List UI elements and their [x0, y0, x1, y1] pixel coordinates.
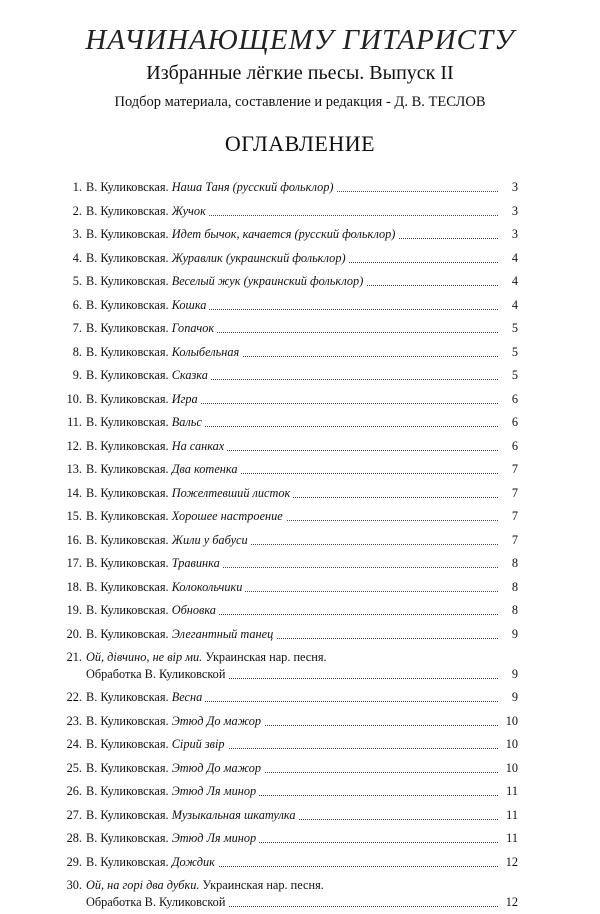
entry-title: Сказка — [171, 368, 208, 382]
toc-entry — [0, 270, 600, 294]
toc-entry — [0, 529, 600, 553]
entry-line — [86, 627, 518, 642]
entry-number: 11. — [67, 415, 82, 429]
entry-number: 3. — [72, 227, 82, 241]
entry-page-number: 3 — [498, 227, 518, 242]
entry-text — [86, 627, 276, 641]
entry-text — [86, 556, 223, 570]
entry-number: 1. — [72, 180, 82, 194]
entry-title: Гопачок — [171, 321, 215, 335]
entry-number: 20. — [66, 626, 82, 641]
entry-page-number: 9 — [498, 690, 518, 705]
entry-title: Сірий звір — [171, 737, 225, 751]
entry-title: Этюд Ля минор — [171, 784, 257, 798]
entry-author: В. Куликовская. — [86, 737, 172, 751]
entry-title: Обновка — [171, 603, 216, 617]
entry-page-number: 10 — [498, 737, 518, 752]
entry-title: Музыкальная шкатулка — [171, 807, 296, 822]
entry-number: 24. — [66, 737, 82, 751]
entry-line — [86, 274, 518, 289]
entry-number: 23. — [66, 713, 82, 728]
entry-text — [86, 737, 228, 751]
entry-text — [86, 227, 398, 241]
entry-page-number: 10 — [498, 761, 518, 776]
entry-text — [86, 415, 205, 429]
entry-author: В. Куликовская. — [86, 626, 172, 641]
entry-number: 6. — [72, 297, 82, 312]
entry-author: В. Куликовская. — [86, 203, 172, 218]
entry-text — [86, 855, 218, 869]
toc-entry — [0, 646, 600, 686]
entry-line — [86, 415, 518, 430]
entry-text — [86, 274, 366, 288]
entry-number: 14. — [66, 485, 82, 500]
entry-text — [86, 650, 330, 664]
entry-author: В. Куликовская. — [86, 391, 172, 406]
toc-entry — [0, 874, 600, 914]
entry-line — [86, 556, 518, 571]
toc-entry — [0, 388, 600, 412]
entry-page-number: 11 — [498, 784, 518, 799]
book-title: НАЧИНАЮЩЕМУ ГИТАРИСТУ — [85, 24, 515, 56]
entry-author: В. Куликовская. — [86, 690, 172, 704]
entry-title: На санках — [171, 438, 225, 453]
entry-page-number: 7 — [498, 462, 518, 477]
entry-text — [86, 486, 293, 500]
entry-title: Идет бычок, качается (русский фольклор) — [171, 227, 396, 241]
toc-entry — [0, 576, 600, 600]
entry-number: 7. — [72, 321, 82, 335]
entry-number: 17. — [66, 556, 82, 570]
entry-line — [86, 509, 518, 524]
entry-number: 29. — [66, 854, 82, 869]
entry-line — [86, 878, 518, 893]
toc-entry — [0, 317, 600, 341]
entry-arrangement: Обработка В. Куликовской — [86, 895, 228, 909]
toc-entry — [0, 804, 600, 828]
entry-line — [86, 690, 518, 705]
entry-author: В. Куликовская. — [86, 485, 172, 500]
entry-text — [86, 392, 201, 406]
toc-entry — [0, 505, 600, 529]
entry-number: 27. — [66, 807, 82, 822]
entry-line — [86, 808, 518, 823]
entry-number: 21. — [66, 650, 82, 664]
entry-title: Хорошее настроение — [171, 509, 283, 523]
entry-page-number: 7 — [498, 486, 518, 501]
entry-line — [86, 180, 518, 195]
entry-author: В. Куликовская. — [86, 462, 172, 476]
entry-line — [86, 761, 518, 776]
entry-text — [86, 580, 245, 594]
entry-title: Этюд До мажор — [171, 713, 262, 728]
toc-entry — [0, 552, 600, 576]
entry-text — [86, 714, 264, 728]
entry-number: 19. — [66, 603, 82, 617]
toc-entry — [0, 176, 600, 200]
book-subtitle: Избранные лёгкие пьесы. Выпуск II — [146, 62, 454, 84]
entry-title: Наша Таня (русский фольклор) — [171, 180, 334, 194]
entry-text — [86, 831, 259, 845]
entry-text — [86, 533, 251, 547]
entry-number: 8. — [72, 344, 82, 359]
entry-line — [86, 298, 518, 313]
entry-line-2 — [86, 667, 518, 682]
entry-title: Колокольчики — [171, 579, 243, 594]
entry-number: 18. — [66, 579, 82, 594]
entry-text — [86, 204, 209, 218]
entry-page-number: 8 — [498, 603, 518, 618]
entry-title: Вальс — [171, 415, 202, 429]
entry-text — [86, 298, 209, 312]
toc-heading: ОГЛАВЛЕНИЕ — [224, 131, 376, 156]
entry-line — [86, 321, 518, 336]
toc-entry — [0, 757, 600, 781]
entry-author: В. Куликовская. — [86, 438, 172, 453]
entry-number: 26. — [66, 784, 82, 798]
entry-author: В. Куликовская. — [86, 807, 172, 822]
entry-line — [86, 227, 518, 242]
toc-entry — [0, 411, 600, 435]
entry-line — [86, 251, 518, 266]
entry-number: 12. — [66, 438, 82, 453]
entry-page-number: 9 — [498, 667, 518, 682]
toc-entry — [0, 458, 600, 482]
entry-author: В. Куликовская. — [86, 760, 172, 775]
credits-line: Подбор материала, составление и редакция - Д. В. ТЕСЛОВ — [114, 94, 486, 110]
entry-text — [86, 251, 349, 265]
entry-author: В. Куликовская. — [86, 579, 172, 594]
entry-page-number: 6 — [498, 392, 518, 407]
toc-entry — [0, 247, 600, 271]
entry-number: 16. — [66, 532, 82, 547]
entry-author: В. Куликовская. — [86, 784, 172, 798]
entry-line — [86, 204, 518, 219]
entry-page-number: 12 — [498, 855, 518, 870]
entry-subtitle: Украинская нар. песня. — [202, 878, 324, 892]
entry-page-number: 12 — [498, 895, 518, 910]
toc-entry — [0, 827, 600, 851]
entry-text — [86, 345, 242, 359]
entry-text — [86, 878, 327, 892]
entry-line — [86, 439, 518, 454]
entry-number: 15. — [66, 509, 82, 523]
toc-entry — [0, 686, 600, 710]
entry-title: Травинка — [171, 556, 220, 570]
entry-author: В. Куликовская. — [86, 603, 172, 617]
entry-author: В. Куликовская. — [86, 297, 172, 312]
entry-number: 5. — [72, 274, 82, 288]
entry-author: В. Куликовская. — [86, 344, 172, 359]
entry-page-number: 5 — [498, 321, 518, 336]
entry-title: Два котенка — [171, 462, 238, 476]
entry-page-number: 4 — [498, 298, 518, 313]
entry-text — [86, 462, 240, 476]
entry-arrangement: Обработка В. Куликовской — [86, 667, 228, 681]
entry-number: 9. — [72, 368, 82, 382]
toc-entry — [0, 482, 600, 506]
toc-entry — [0, 780, 600, 804]
toc-entry — [0, 851, 600, 875]
entry-line — [86, 462, 518, 477]
entry-page-number: 11 — [498, 808, 518, 823]
entry-line — [86, 855, 518, 870]
entry-line — [86, 345, 518, 360]
entry-title: Этюд До мажор — [171, 760, 262, 775]
toc-entry — [0, 623, 600, 647]
entry-text — [86, 784, 259, 798]
entry-page-number: 8 — [498, 556, 518, 571]
entry-page-number: 11 — [498, 831, 518, 846]
entry-line-2 — [86, 895, 518, 910]
entry-text — [86, 321, 217, 335]
toc-entry — [0, 435, 600, 459]
entry-number: 13. — [66, 462, 82, 476]
entry-page-number: 7 — [498, 533, 518, 548]
entry-title: Колыбельная — [171, 344, 240, 359]
entry-author: В. Куликовская. — [86, 368, 172, 382]
entry-title: Этюд Ля минор — [171, 831, 257, 845]
entry-line — [86, 533, 518, 548]
entry-author: В. Куликовская. — [86, 854, 172, 869]
entry-author: В. Куликовская. — [86, 250, 172, 265]
entry-number: 25. — [66, 760, 82, 775]
entry-text — [86, 761, 264, 775]
entry-line — [86, 714, 518, 729]
entry-line — [86, 368, 518, 383]
toc-entry — [0, 200, 600, 224]
entry-text — [86, 180, 337, 194]
entry-author: В. Куликовская. — [86, 321, 172, 335]
entry-line — [86, 580, 518, 595]
toc-entry — [0, 294, 600, 318]
entry-title: Игра — [171, 391, 198, 406]
entry-title: Ой, дівчино, не вір ми. — [86, 650, 206, 664]
entry-title: Веселый жук (украинский фольклор) — [171, 274, 364, 288]
entry-number: 28. — [66, 831, 82, 845]
entry-title: Дождик — [171, 854, 215, 869]
entry-line — [86, 650, 518, 665]
entry-title: Жучок — [171, 203, 206, 218]
entry-page-number: 3 — [498, 180, 518, 195]
entry-author: В. Куликовская. — [86, 227, 172, 241]
entry-author: В. Куликовская. — [86, 556, 172, 570]
entry-page-number: 7 — [498, 509, 518, 524]
entry-title: Элегантный танец — [171, 626, 274, 641]
entry-title: Кошка — [171, 297, 207, 312]
entry-page-number: 3 — [498, 204, 518, 219]
toc-entry — [0, 364, 600, 388]
entry-line — [86, 737, 518, 752]
entry-line — [86, 392, 518, 407]
entry-page-number: 8 — [498, 580, 518, 595]
entry-author: В. Куликовская. — [86, 713, 172, 728]
entry-page-number: 4 — [498, 274, 518, 289]
entry-text — [86, 808, 299, 822]
entry-line — [86, 486, 518, 501]
entry-author: В. Куликовская. — [86, 831, 172, 845]
entry-title: Журавлик (украинский фольклор) — [171, 250, 346, 265]
entry-line — [86, 831, 518, 846]
entry-number: 2. — [72, 203, 82, 218]
entry-page-number: 9 — [498, 627, 518, 642]
entry-text — [86, 603, 219, 617]
entry-subtitle: Украинская нар. песня. — [205, 650, 327, 664]
toc-entry — [0, 733, 600, 757]
entry-author: В. Куликовская. — [86, 509, 172, 523]
entry-title: Весна — [171, 690, 203, 704]
entry-author: В. Куликовская. — [86, 532, 172, 547]
toc-entry — [0, 599, 600, 623]
entry-line — [86, 603, 518, 618]
entry-page-number: 5 — [498, 345, 518, 360]
entry-text — [86, 509, 286, 523]
entry-number: 22. — [66, 690, 82, 704]
entry-number: 4. — [72, 250, 82, 265]
toc-entry — [0, 341, 600, 365]
table-of-contents — [0, 176, 600, 914]
entry-page-number: 4 — [498, 251, 518, 266]
entry-author: В. Куликовская. — [86, 415, 172, 429]
entry-page-number: 6 — [498, 439, 518, 454]
entry-title: Пожелтевший листок — [171, 485, 291, 500]
entry-page-number: 6 — [498, 415, 518, 430]
entry-page-number: 5 — [498, 368, 518, 383]
entry-text — [86, 439, 227, 453]
entry-number: 30. — [66, 878, 82, 892]
entry-line — [86, 784, 518, 799]
entry-text — [86, 690, 205, 704]
entry-number: 10. — [66, 391, 82, 406]
entry-title: Жили у бабуси — [171, 532, 248, 547]
toc-entry — [0, 223, 600, 247]
entry-author: В. Куликовская. — [86, 274, 172, 288]
entry-author: В. Куликовская. — [86, 180, 172, 194]
entry-title: Ой, на горі два дубки. — [86, 878, 203, 892]
entry-page-number: 10 — [498, 714, 518, 729]
entry-text — [86, 368, 211, 382]
toc-entry — [0, 710, 600, 734]
